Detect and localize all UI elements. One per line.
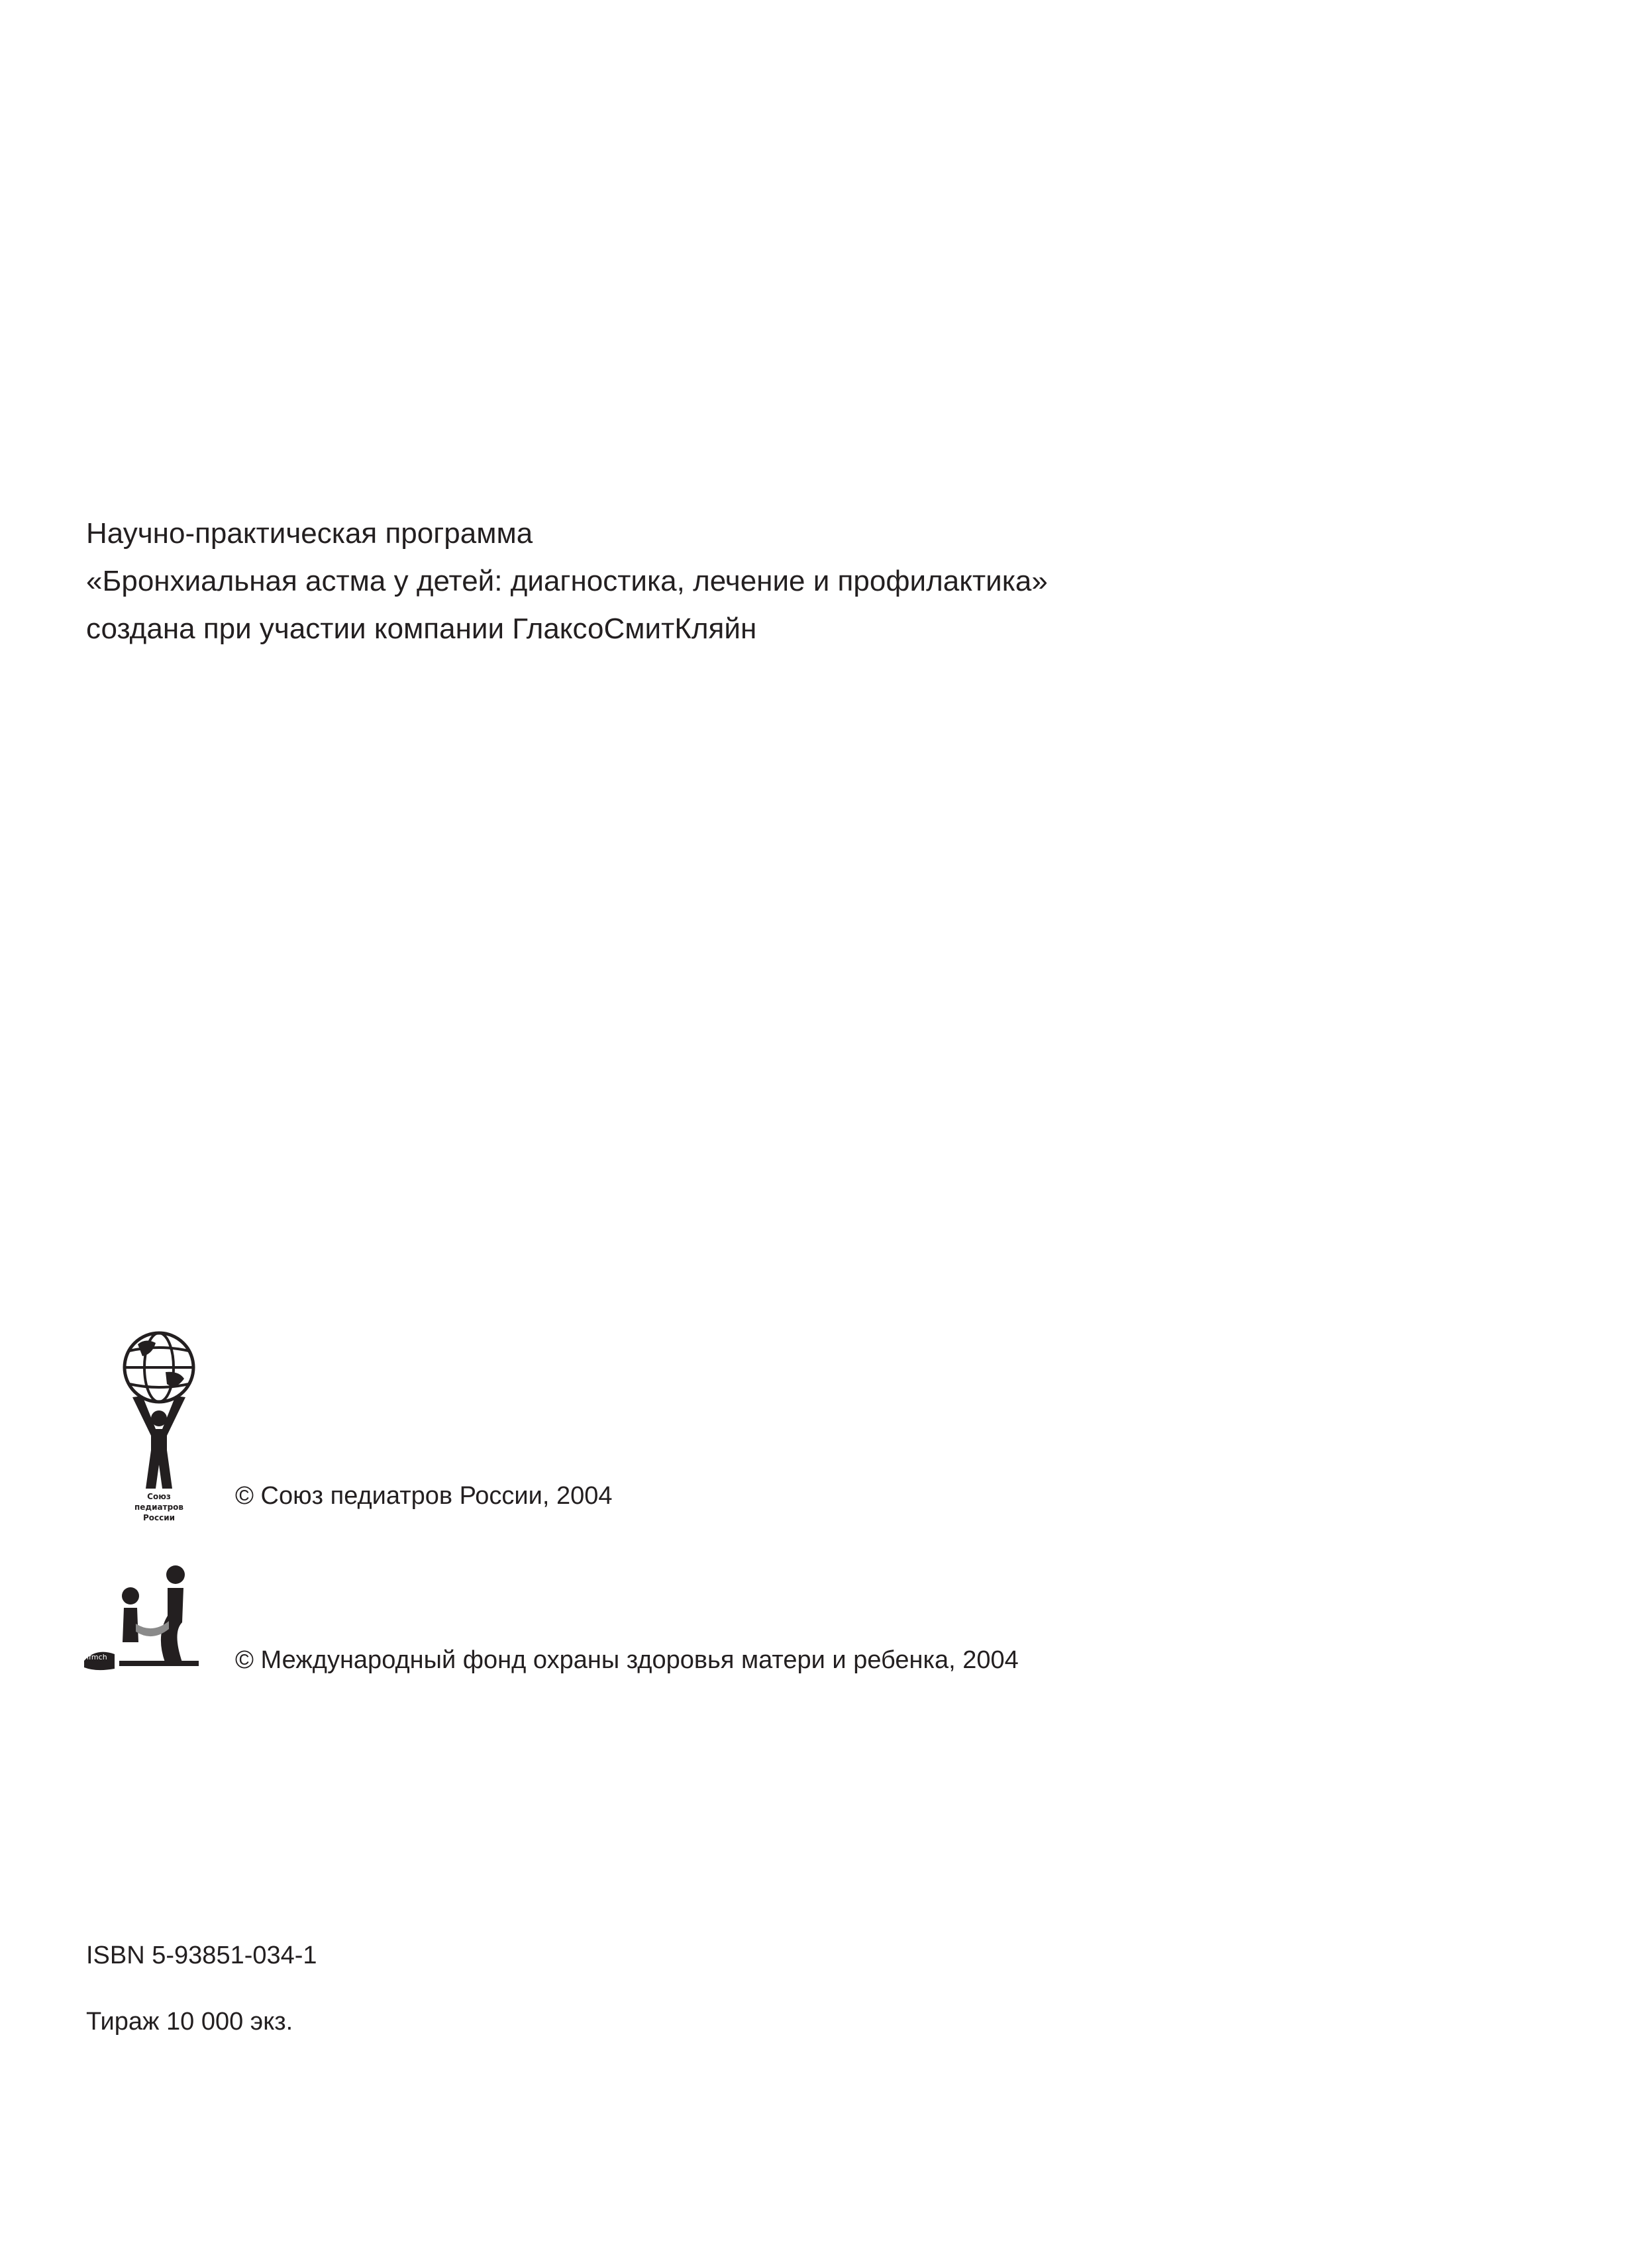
program-line-3: создана при участии компании ГлаксоСмитКляйн (86, 613, 757, 645)
program-description (86, 510, 1048, 653)
program-line-1: Научно-практическая программа (86, 517, 533, 550)
union-logo-text-2: педиатров (134, 1503, 183, 1512)
program-line-2: «Бронхиальная астма у детей: диагностика, лечение и профилактика» (86, 565, 1048, 597)
international-fund-logo (83, 1563, 202, 1672)
union-logo-text-3: России (142, 1513, 176, 1522)
fund-logo-text: ifmch (87, 1653, 107, 1661)
union-copyright: © Союз педиатров России, 2004 (235, 1482, 613, 1510)
union-of-pediatricians-logo (106, 1318, 212, 1523)
print-run: Тираж 10 000 экз. (86, 2008, 293, 2036)
fund-copyright: © Международный фонд охраны здоровья матери и ребенка, 2004 (235, 1646, 1019, 1674)
union-logo-text-1: Союз (147, 1492, 171, 1501)
isbn: ISBN 5-93851-034-1 (86, 1942, 317, 1969)
